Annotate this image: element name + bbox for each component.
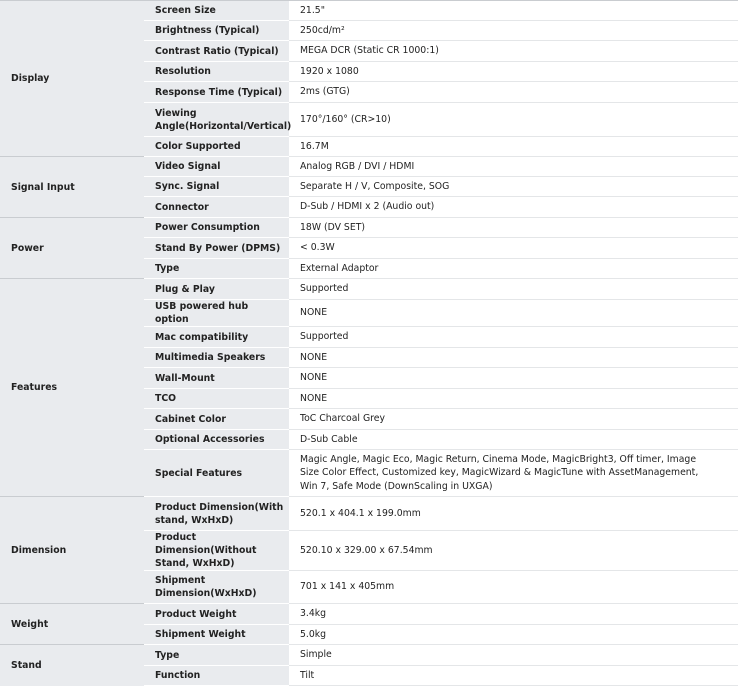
spec-row [0, 1, 738, 21]
spec-value: 2ms (GTG) [289, 82, 738, 103]
spec-row [0, 497, 738, 531]
spec-value: Supported [289, 327, 738, 348]
spec-label: Type [144, 259, 289, 279]
spec-label: Power Consumption [144, 218, 289, 238]
spec-label: Function [144, 666, 289, 686]
section-header: Power [0, 218, 144, 279]
spec-value: NONE [289, 389, 738, 409]
spec-value: 520.10 x 329.00 x 67.54mm [289, 531, 738, 571]
spec-label: Brightness (Typical) [144, 21, 289, 41]
spec-value: NONE [289, 300, 738, 327]
spec-label: Contrast Ratio (Typical) [144, 41, 289, 62]
spec-value: Analog RGB / DVI / HDMI [289, 157, 738, 177]
spec-label: Screen Size [144, 1, 289, 21]
spec-label: Shipment Dimension(WxHxD) [144, 571, 289, 604]
spec-label: Shipment Weight [144, 625, 289, 645]
spec-value: Supported [289, 279, 738, 300]
spec-label: Optional Accessories [144, 430, 289, 450]
spec-label: Special Features [144, 450, 289, 497]
spec-label: Product Dimension(With stand, WxHxD) [144, 497, 289, 531]
spec-value: 18W (DV SET) [289, 218, 738, 238]
spec-value: 170°/160° (CR>10) [289, 103, 738, 137]
spec-label: Cabinet Color [144, 409, 289, 430]
spec-value: < 0.3W [289, 238, 738, 259]
spec-label: Multimedia Speakers [144, 348, 289, 368]
spec-value: 16.7M [289, 137, 738, 157]
spec-label: Mac compatibility [144, 327, 289, 348]
spec-label: Viewing Angle(Horizontal/Vertical) [144, 103, 289, 137]
spec-label: Plug & Play [144, 279, 289, 300]
spec-value: 21.5" [289, 1, 738, 21]
spec-value: Separate H / V, Composite, SOG [289, 177, 738, 197]
spec-label: Resolution [144, 62, 289, 82]
spec-value: 3.4kg [289, 604, 738, 625]
section-header: Stand [0, 645, 144, 686]
spec-value: Tilt [289, 666, 738, 686]
spec-value: ToC Charcoal Grey [289, 409, 738, 430]
spec-label: USB powered hub option [144, 300, 289, 327]
spec-label: Color Supported [144, 137, 289, 157]
spec-label: Type [144, 645, 289, 666]
spec-label: Connector [144, 197, 289, 218]
section-header: Features [0, 279, 144, 497]
spec-value: Magic Angle, Magic Eco, Magic Return, Cinema Mode, MagicBright3, Off timer, Image Size Color Effect, Customized key, MagicWizard & MagicTune with AssetManagement, Win 7, Safe Mode (DownScaling in UXGA) [289, 450, 738, 497]
section-header: Display [0, 1, 144, 157]
spec-value: Simple [289, 645, 738, 666]
spec-label: Stand By Power (DPMS) [144, 238, 289, 259]
spec-row [0, 604, 738, 625]
spec-value: 520.1 x 404.1 x 199.0mm [289, 497, 738, 531]
spec-table-body [0, 1, 738, 686]
spec-label: Response Time (Typical) [144, 82, 289, 103]
spec-row [0, 157, 738, 177]
spec-row [0, 645, 738, 666]
section-header: Dimension [0, 497, 144, 604]
spec-row [0, 218, 738, 238]
spec-value: D-Sub / HDMI x 2 (Audio out) [289, 197, 738, 218]
spec-label: TCO [144, 389, 289, 409]
spec-value: NONE [289, 348, 738, 368]
spec-label: Wall-Mount [144, 368, 289, 389]
spec-label: Sync. Signal [144, 177, 289, 197]
spec-value: D-Sub Cable [289, 430, 738, 450]
spec-value: 250cd/m² [289, 21, 738, 41]
section-header: Weight [0, 604, 144, 645]
spec-value: 701 x 141 x 405mm [289, 571, 738, 604]
spec-value: 5.0kg [289, 625, 738, 645]
spec-label: Product Weight [144, 604, 289, 625]
spec-label: Video Signal [144, 157, 289, 177]
spec-value: NONE [289, 368, 738, 389]
spec-label: Product Dimension(Without Stand, WxHxD) [144, 531, 289, 571]
spec-value: External Adaptor [289, 259, 738, 279]
spec-row [0, 279, 738, 300]
spec-value: 1920 x 1080 [289, 62, 738, 82]
spec-value: MEGA DCR (Static CR 1000:1) [289, 41, 738, 62]
section-header: Signal Input [0, 157, 144, 218]
